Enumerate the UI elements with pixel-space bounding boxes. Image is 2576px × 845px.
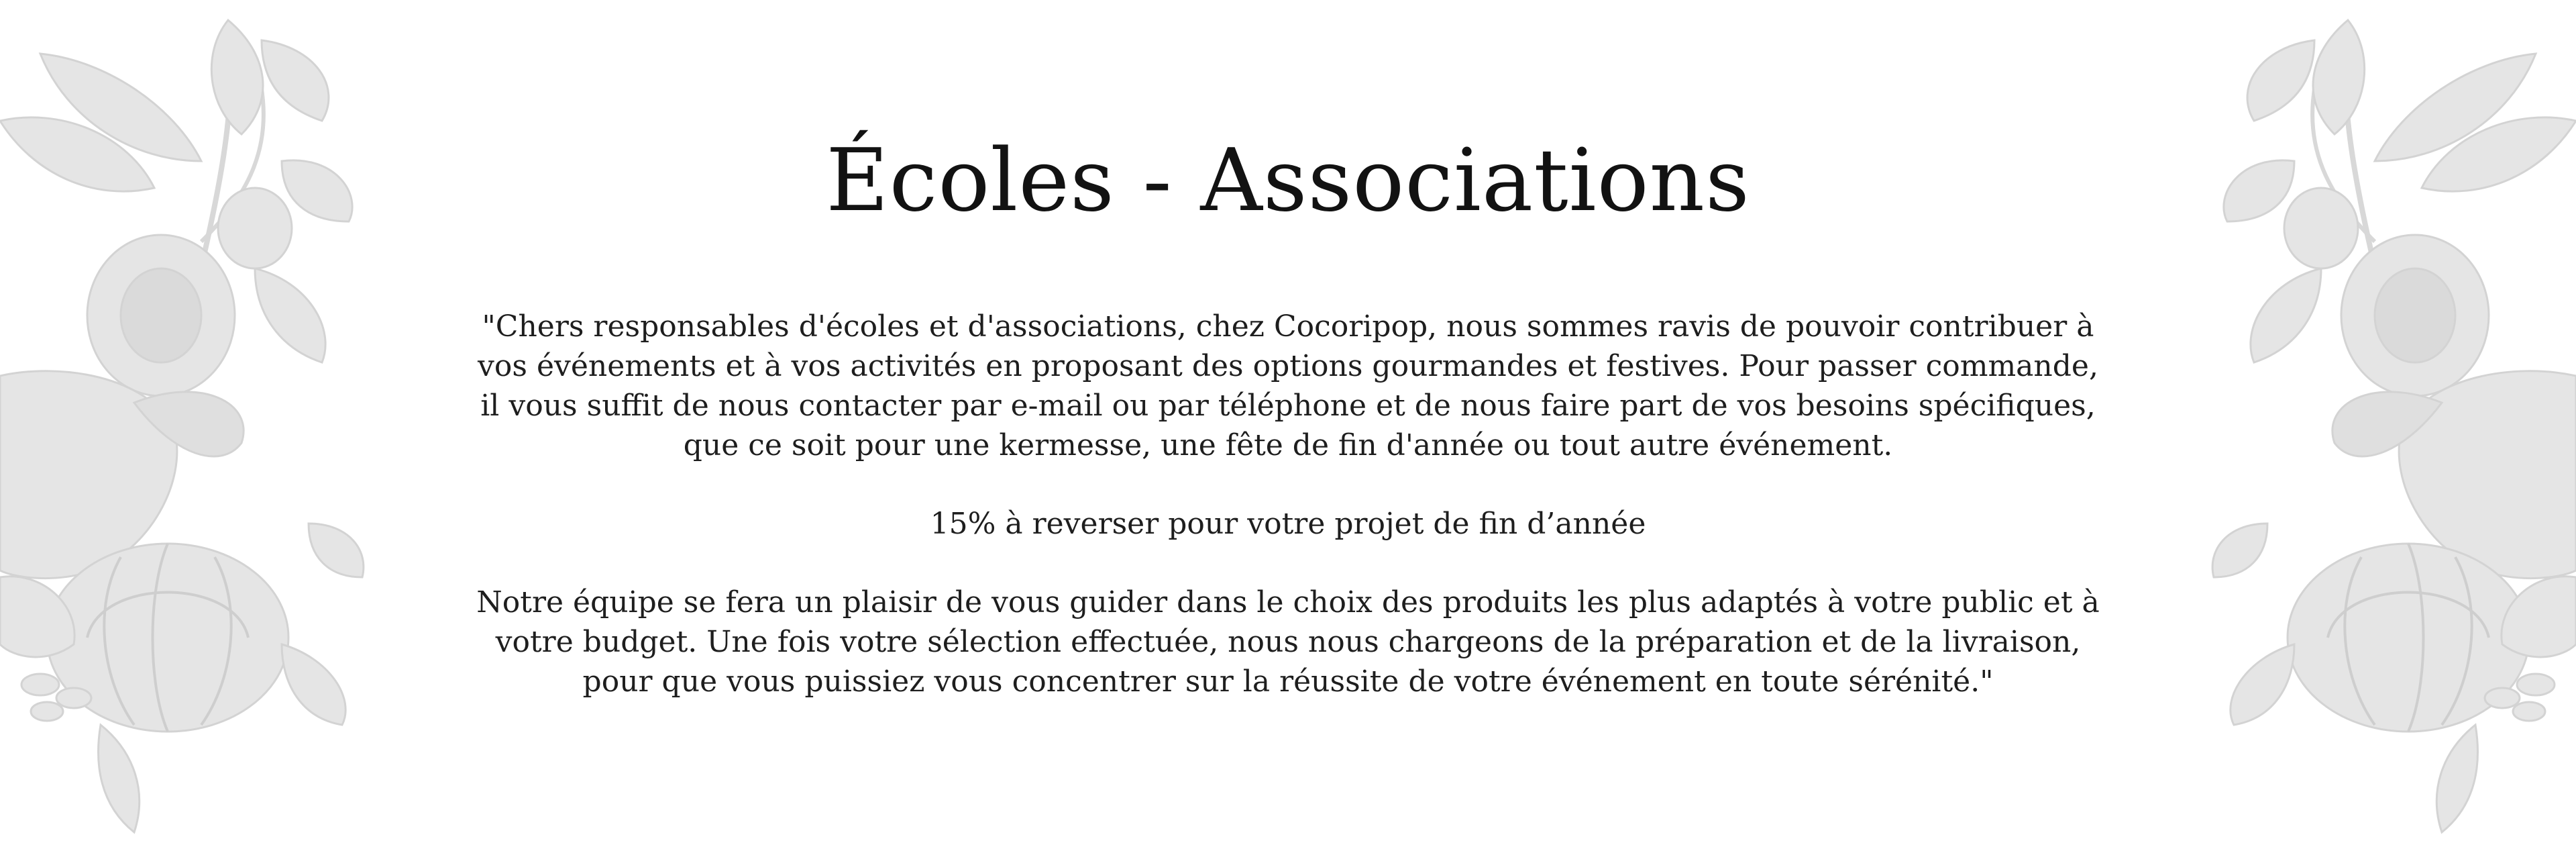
intro-paragraph: "Chers responsables d'écoles et d'associations, chez Cocoripop, nous sommes ravis de pouvoir contribuer à vos événements et à vos activités en proposant des options gourmandes et festives. Pour passer commande, il vous suffit de nous contacter par e-mail ou par téléphone et de nous faire part de vos besoins spécifiques, que ce soit pour une kermesse, une fête de fin d'année ou tout autre événement. <box>478 309 2098 462</box>
discount-line: 15% à reverser pour votre projet de fin d’année <box>930 507 1646 541</box>
botanical-illustration-right <box>2200 0 2576 845</box>
section-title: Écoles - Associations <box>826 131 1750 231</box>
main-content <box>470 0 2106 701</box>
closing-paragraph: Notre équipe se fera un plaisir de vous guider dans le choix des produits les plus adaptés à votre public et à votre budget. Une fois votre sélection effectuée, nous nous chargeons de la préparation et de la livraison, pour que vous puissiez vous concentrer sur la réussite de votre événement en toute sérénité." <box>476 585 2100 699</box>
botanical-illustration-left <box>0 0 376 845</box>
